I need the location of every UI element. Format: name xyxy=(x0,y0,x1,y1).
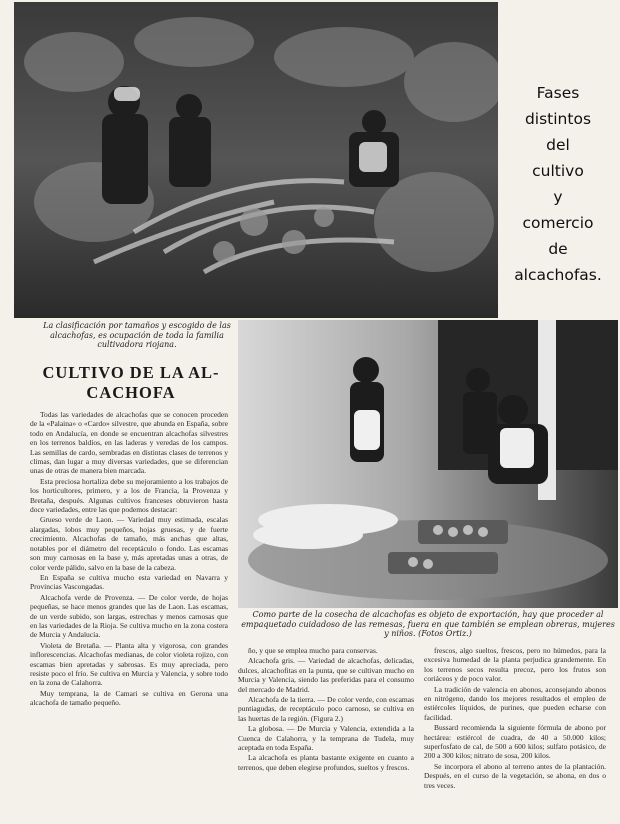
paragraph: Violeta de Bretaña. — Planta alta y vigorosa, con grandes inflorescencias. Alcachofas medianas, de color violeta rojizo, con escamas bien apretadas y sabrosas. Es muy apreciada, pero resiste poco el frío. Se cultiva en Murcia y Valencia, y sobre todo en la zona de Calahorra. xyxy=(30,640,228,688)
paragraph: Muy temprana, la de Camari se cultiva en Gerona una alcachofa de tamaño pequeño. xyxy=(30,688,228,708)
photo-artichoke-sorting xyxy=(14,2,498,318)
headline-line: y xyxy=(553,188,563,206)
paragraph: Esta preciosa hortaliza debe su mejoramiento a los trabajos de los horticultores, primero, y a los de Francia, la Provenza y Bretaña, después. Algunas cultivos franceses obtuvieron hasta doce variedades, entre las que podemos destacar: xyxy=(30,476,228,515)
paragraph: frescos, algo sueltos, frescos, pero no húmedos, para la excesiva humedad de la planta perjudica grandemente. En los terrenos secos resulta precoz, pero los frutos son coriáceos y de poco valor. xyxy=(424,646,606,684)
paragraph: La tradición de valencia en abonos, aconsejando abonos en nitrógeno, dando los mejores resultados el empleo de estiércoles líquidos, de purines, que pueden echarse con facilidad. xyxy=(424,684,606,722)
paragraph: Alcachofa verde de Provenza. — De color verde, de hojas pequeñas, se hace menos grandes que las de Laon. Las escamas, de un verde subido, son largas, estrechas y menos carnosas que en las variedades de la Rioja. Se cultiva mucho en la zona costera de Murcia y Andalucía. xyxy=(30,592,228,640)
paragraph: Grueso verde de Laon. — Variedad muy estimada, escalas alargadas, lobos muy pequeños, hojas gruesas, y de fuerte crecimiento. Alcachofas de tamaño, más anchas que altas, notables por el diámetro del receptáculo o fondo. Las escamas son muy carnosas en la base y, más apretadas unas a otras, de color verde pálido, salvo en la base de la cabeza. xyxy=(30,515,228,572)
paragraph: En España se cultiva mucho esta variedad en Navarra y Provincias Vascongadas. xyxy=(30,572,228,592)
caption-top-photo: La clasificación por tamaños y escogido de las alcachofas, es ocupación de toda la familia cultivadora riojana. xyxy=(43,321,231,349)
headline-line: del xyxy=(546,136,570,154)
headline-line: distintos xyxy=(524,110,592,128)
headline-line: cultivo xyxy=(532,162,584,180)
paragraph: Alcachofa gris. — Variedad de alcachofas, delicadas, dulces, alcachofitas en la punta, que se cultivan mucho en Murcia y Valencia, siendo las preferidas para el consumo del mercado de Madrid. xyxy=(238,656,414,694)
paragraph: Bussard recomienda la siguiente fórmula de abono por hectárea: estiércol de cuadra, de 40 a 50.000 kilos; superfosfato de cal, de 500 a 600 kilos; sulfato potásico, de 200 a 300 kilos; nitrato de sosa, 200 kilos. xyxy=(424,723,606,761)
caption-mid-photo: Como parte de la cosecha de alcachofas es objeto de exportación, hay que proceder al empaquetado cuidadoso de las remesas, fuera en que también se emplean obreras, mujeres y niños. (Fotos Ortiz.) xyxy=(241,610,615,638)
headline-line: comercio xyxy=(522,214,594,232)
article-column-3 xyxy=(424,646,606,791)
paragraph: ño, y que se emplea mucho para conservas. xyxy=(248,646,378,655)
photo-artichoke-packing xyxy=(238,320,618,608)
headline-line: de xyxy=(548,240,568,258)
headline xyxy=(506,80,610,288)
headline-line: alcachofas. xyxy=(514,266,602,284)
paragraph: Se incorpora el abono al terreno antes de la plantación. Después, en el curso de la vegetación, se abona, en dos o tres veces. xyxy=(424,761,606,790)
article-column-1 xyxy=(30,410,228,709)
article-column-2 xyxy=(238,646,414,773)
paragraph: Alcachofa de la tierra. — De color verde, con escamas puntiagudas, de receptáculo poco carnoso, se cultiva en las huertas de la región. (Figura 2.) xyxy=(238,695,414,723)
paragraph: La globosa. — De Murcia y Valencia, extendida a la Cuenca de Calahorra, y la temprana de Tudela, muy aceptada en toda España. xyxy=(238,724,414,753)
article-title: CULTIVO DE LA AL-CACHOFA xyxy=(42,363,220,402)
paragraph: Todas las variedades de alcachofas que se conocen proceden de la «Palaina» o «Cardo» silvestre, que abunda en España, sobre todo en Andalucía, en donde se encuentran alcachofas silvestres en los terrenos baldíos, en las laderas y veredas de los campos. Las semillas de cardo, sembradas en distintas clases de terrenos y climas, dan lugar a muy diversas variedades, que se diferencian unas de otras de manera bien marcada. xyxy=(30,410,228,476)
headline-line: Fases xyxy=(536,84,580,102)
paragraph: La alcachofa es planta bastante exigente en cuanto a terrenos, que deben elegirse profundos, sueltos y frescos. xyxy=(238,753,414,772)
